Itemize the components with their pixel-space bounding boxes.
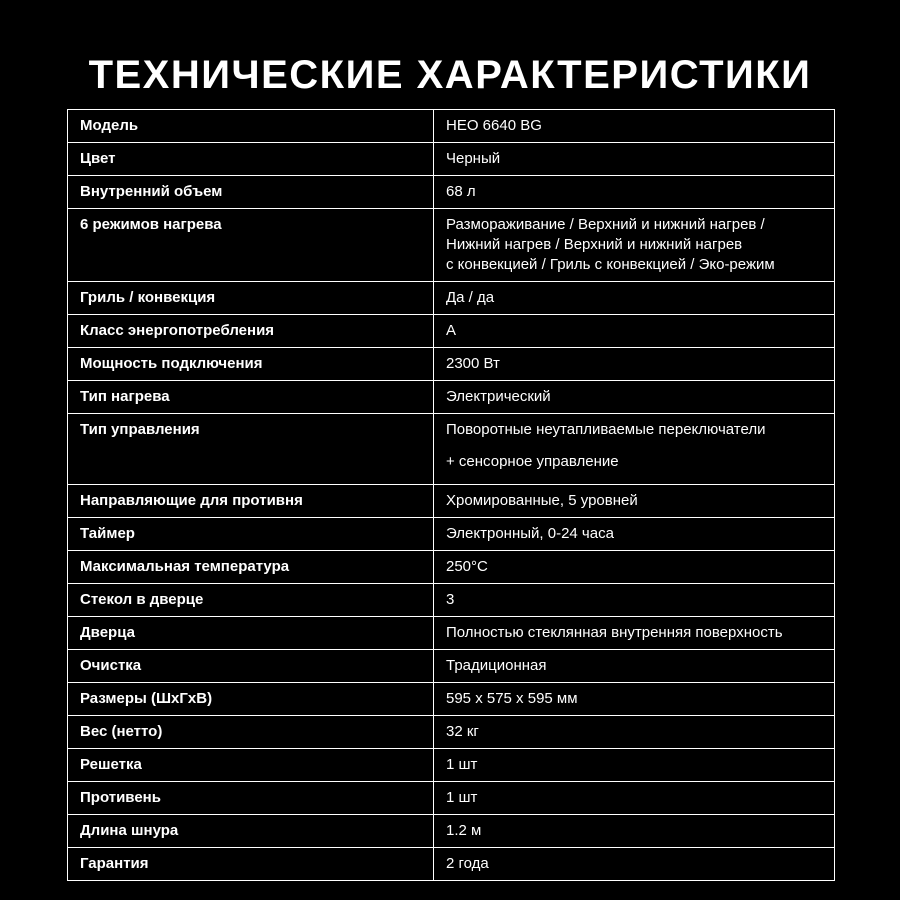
spec-label: Тип управления xyxy=(68,414,434,485)
spec-value: Хромированные, 5 уровней xyxy=(434,485,835,518)
table-row xyxy=(68,485,835,518)
spec-label: Решетка xyxy=(68,749,434,782)
specs-table-body xyxy=(68,110,835,881)
table-row xyxy=(68,782,835,815)
spec-value: 68 л xyxy=(434,176,835,209)
table-row xyxy=(68,683,835,716)
spec-value: 32 кг xyxy=(434,716,835,749)
spec-label: Модель xyxy=(68,110,434,143)
spec-value: HEO 6640 BG xyxy=(434,110,835,143)
spec-label: Дверца xyxy=(68,617,434,650)
table-row xyxy=(68,143,835,176)
spec-value: A xyxy=(434,315,835,348)
table-row xyxy=(68,414,835,485)
spec-label: Направляющие для противня xyxy=(68,485,434,518)
spec-value: Поворотные неутапливаемые переключатели + сенсорное управление xyxy=(434,414,835,485)
spec-label: 6 режимов нагрева xyxy=(68,209,434,282)
spec-label: Внутренний объем xyxy=(68,176,434,209)
spec-value: Полностью стеклянная внутренняя поверхность xyxy=(434,617,835,650)
table-row xyxy=(68,650,835,683)
spec-value: 1.2 м xyxy=(434,815,835,848)
spec-label: Мощность подключения xyxy=(68,348,434,381)
table-row xyxy=(68,584,835,617)
spec-label: Гриль / конвекция xyxy=(68,282,434,315)
table-row xyxy=(68,716,835,749)
spec-label: Цвет xyxy=(68,143,434,176)
spec-label: Тип нагрева xyxy=(68,381,434,414)
spec-value: Черный xyxy=(434,143,835,176)
spec-label: Гарантия xyxy=(68,848,434,881)
page-title: ТЕХНИЧЕСКИЕ ХАРАКТЕРИСТИКИ xyxy=(88,53,812,97)
spec-label: Очистка xyxy=(68,650,434,683)
spec-value: Электрический xyxy=(434,381,835,414)
spec-label: Класс энергопотребления xyxy=(68,315,434,348)
spec-value: Электронный, 0-24 часа xyxy=(434,518,835,551)
table-row xyxy=(68,749,835,782)
spec-label: Стекол в дверце xyxy=(68,584,434,617)
table-row xyxy=(68,518,835,551)
spec-value: Да / да xyxy=(434,282,835,315)
table-row xyxy=(68,381,835,414)
spec-label: Максимальная температура xyxy=(68,551,434,584)
table-row xyxy=(68,110,835,143)
spec-value: 1 шт xyxy=(434,749,835,782)
table-row xyxy=(68,348,835,381)
spec-value: Размораживание / Верхний и нижний нагрев / Нижний нагрев / Верхний и нижний нагрев с конвекцией / Гриль с конвекцией / Эко-режим xyxy=(434,209,835,282)
spec-value: 250°C xyxy=(434,551,835,584)
spec-value: 1 шт xyxy=(434,782,835,815)
table-row xyxy=(68,176,835,209)
table-row xyxy=(68,209,835,282)
table-row xyxy=(68,617,835,650)
spec-label: Длина шнура xyxy=(68,815,434,848)
table-row xyxy=(68,315,835,348)
table-row xyxy=(68,551,835,584)
spec-label: Вес (нетто) xyxy=(68,716,434,749)
table-row xyxy=(68,282,835,315)
specs-table xyxy=(67,109,835,881)
spec-label: Противень xyxy=(68,782,434,815)
spec-value: 3 xyxy=(434,584,835,617)
spec-value: 2 года xyxy=(434,848,835,881)
spec-value: 595 х 575 х 595 мм xyxy=(434,683,835,716)
table-row xyxy=(68,815,835,848)
table-row xyxy=(68,848,835,881)
spec-value: 2300 Вт xyxy=(434,348,835,381)
spec-value: Традиционная xyxy=(434,650,835,683)
spec-label: Размеры (ШхГхВ) xyxy=(68,683,434,716)
spec-label: Таймер xyxy=(68,518,434,551)
